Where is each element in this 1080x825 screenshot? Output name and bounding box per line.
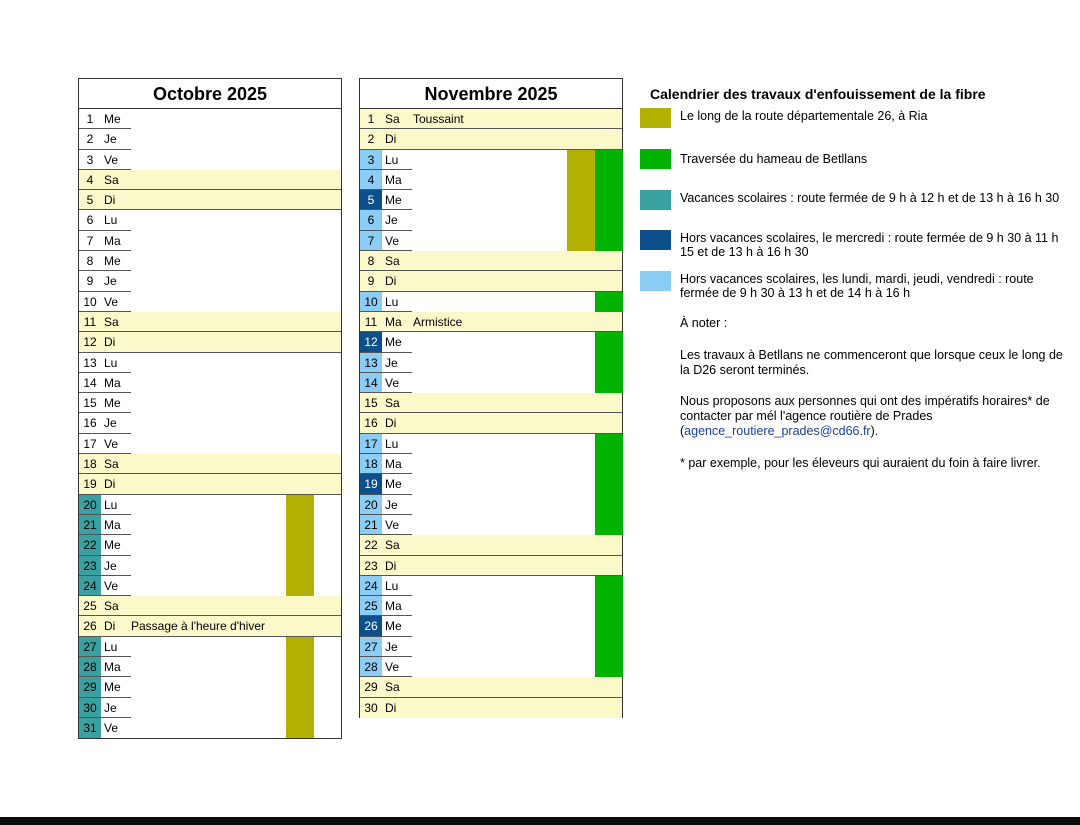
- notes-paragraph-1: Les travaux à Betllans ne commenceront que lorsque ceux le long de la D26 seront terminés.: [680, 348, 1063, 377]
- day-row: [79, 271, 341, 291]
- day-number: 22: [364, 538, 378, 553]
- notes-text: Nous proposons aux personnes qui ont des impératifs horaires* de contacter par mél l'agence routière de Prades (: [680, 394, 1050, 438]
- day-row: [360, 556, 622, 576]
- legend-swatch-green: [640, 149, 671, 169]
- day-number: 12: [83, 335, 97, 350]
- work-period-bar-olive: [286, 495, 314, 597]
- day-number: 8: [367, 254, 375, 269]
- day-number: 10: [83, 294, 97, 309]
- day-name: Me: [104, 680, 121, 695]
- day-number: 3: [360, 150, 382, 170]
- day-name: Je: [385, 497, 398, 512]
- day-name: Ma: [385, 172, 402, 187]
- day-name: Ma: [104, 660, 121, 675]
- day-row: [79, 210, 341, 230]
- legend-text: Hors vacances scolaires, le mercredi : route fermée de 9 h 30 à 11 h 15 et de 13 h à 16 h 30: [680, 231, 1059, 259]
- work-period-bar-green: [595, 332, 623, 393]
- day-number: 14: [360, 373, 382, 393]
- day-name: Je: [104, 274, 117, 289]
- day-number: 28: [360, 657, 382, 677]
- day-number: 31: [79, 718, 101, 738]
- day-number: 15: [364, 396, 378, 411]
- day-number: 11: [364, 314, 378, 329]
- day-row: [79, 129, 341, 149]
- day-row: [79, 454, 341, 474]
- work-period-bar-green: [595, 150, 623, 252]
- day-name: Ve: [385, 517, 400, 532]
- day-number: 4: [86, 172, 94, 187]
- day-name: Je: [104, 416, 117, 431]
- day-number: 14: [83, 375, 97, 390]
- day-name: Di: [104, 619, 116, 634]
- legend-text: Le long de la route départementale 26, à Ria: [680, 109, 928, 123]
- day-row: [360, 474, 622, 494]
- day-name: Me: [104, 396, 121, 411]
- day-row: [79, 150, 341, 170]
- day-number: 23: [364, 558, 378, 573]
- day-row: [79, 251, 341, 271]
- day-name: Sa: [385, 254, 400, 269]
- day-row: [360, 109, 622, 129]
- day-name: Di: [385, 274, 397, 289]
- day-number: 4: [360, 170, 382, 190]
- day-name: Di: [104, 477, 116, 492]
- day-number: 18: [360, 454, 382, 474]
- day-row: [79, 292, 341, 312]
- day-name: Sa: [385, 680, 400, 695]
- day-name: Je: [104, 700, 117, 715]
- legend-swatch-olive: [640, 108, 671, 128]
- day-number: 29: [364, 680, 378, 695]
- day-name: Ma: [104, 517, 121, 532]
- day-name: Ve: [385, 375, 400, 390]
- day-name: Lu: [104, 213, 118, 228]
- day-name: Sa: [385, 396, 400, 411]
- day-name: Sa: [104, 314, 119, 329]
- day-name: Sa: [104, 172, 119, 187]
- day-number: 13: [360, 353, 382, 373]
- day-name: Je: [104, 132, 117, 147]
- day-row: [360, 271, 622, 291]
- day-name: Ma: [104, 375, 121, 390]
- day-number: 21: [360, 515, 382, 535]
- day-number: 7: [360, 231, 382, 251]
- day-name: Ve: [104, 152, 119, 167]
- work-period-bar-olive: [286, 637, 314, 739]
- work-period-bar-green: [595, 434, 623, 536]
- day-note: Passage à l'heure d'hiver: [131, 619, 265, 634]
- day-row: [79, 393, 341, 413]
- day-name: Di: [385, 700, 397, 715]
- day-name: Ma: [104, 233, 121, 248]
- day-row: [79, 413, 341, 433]
- day-number: 12: [360, 332, 382, 352]
- day-number: 19: [83, 477, 97, 492]
- day-name: Sa: [104, 599, 119, 614]
- day-name: Di: [385, 132, 397, 147]
- day-name: Ve: [104, 720, 119, 735]
- day-row: [360, 353, 622, 373]
- calendar-rows: [79, 109, 341, 738]
- day-number: 30: [364, 700, 378, 715]
- day-row: [360, 657, 622, 677]
- day-name: Lu: [104, 355, 118, 370]
- day-name: Lu: [385, 436, 399, 451]
- day-name: Me: [104, 254, 121, 269]
- day-row: [79, 190, 341, 210]
- day-number: 25: [360, 596, 382, 616]
- day-number: 9: [86, 274, 94, 289]
- day-number: 6: [86, 213, 94, 228]
- day-number: 6: [360, 210, 382, 230]
- day-row: [360, 596, 622, 616]
- day-number: 3: [86, 152, 94, 167]
- day-row: [360, 637, 622, 657]
- day-number: 16: [83, 416, 97, 431]
- day-number: 24: [79, 576, 101, 596]
- calendar-rows: [360, 109, 622, 718]
- day-row: [360, 332, 622, 352]
- legend-title: Calendrier des travaux d'enfouissement de la fibre: [650, 86, 986, 102]
- day-row: [79, 109, 341, 129]
- day-name: Je: [385, 355, 398, 370]
- day-name: Lu: [385, 294, 399, 309]
- notes-text: ).: [870, 424, 879, 438]
- day-number: 17: [360, 434, 382, 454]
- day-row: [360, 616, 622, 636]
- day-number: 1: [367, 112, 375, 126]
- notes-paragraph-3: * par exemple, pour les éleveurs qui auraient du foin à faire livrer.: [680, 456, 1041, 470]
- legend-swatch-teal: [640, 190, 671, 210]
- day-name: Me: [385, 619, 402, 634]
- day-name: Sa: [385, 538, 400, 553]
- day-number: 2: [367, 132, 375, 147]
- day-number: 1: [86, 112, 94, 126]
- day-row: [79, 596, 341, 616]
- day-number: 21: [79, 515, 101, 535]
- calendar-november: [359, 78, 623, 718]
- calendar-title: Octobre 2025: [79, 79, 341, 109]
- day-number: 25: [83, 599, 97, 614]
- day-row: [360, 434, 622, 454]
- day-row: [360, 698, 622, 718]
- day-name: Lu: [385, 152, 399, 167]
- day-name: Di: [385, 558, 397, 573]
- day-row: [79, 434, 341, 454]
- day-name: Ma: [385, 599, 402, 614]
- day-name: Ve: [104, 294, 119, 309]
- day-name: Me: [385, 193, 402, 208]
- day-number: 28: [79, 657, 101, 677]
- calendar-october: [78, 78, 342, 739]
- legend-swatch-navy: [640, 230, 671, 250]
- day-row: [360, 292, 622, 312]
- day-row: [360, 251, 622, 271]
- day-row: [360, 129, 622, 149]
- legend-text: Traversée du hameau de Betllans: [680, 152, 868, 166]
- day-note: Toussaint: [413, 112, 464, 126]
- day-number: 19: [360, 474, 382, 494]
- day-row: [79, 373, 341, 393]
- day-name: Lu: [104, 639, 118, 654]
- day-name: Ve: [104, 436, 119, 451]
- day-number: 27: [360, 637, 382, 657]
- day-row: [79, 474, 341, 494]
- day-name: Sa: [385, 112, 400, 126]
- day-name: Di: [385, 416, 397, 431]
- legend-swatch-lightblue: [640, 271, 671, 291]
- day-name: Di: [104, 193, 116, 208]
- legend-text: Vacances scolaires : route fermée de 9 h à 12 h et de 13 h à 16 h 30: [680, 191, 1060, 205]
- day-number: 10: [360, 292, 382, 312]
- day-name: Ve: [385, 660, 400, 675]
- day-number: 13: [83, 355, 97, 370]
- day-row: [360, 393, 622, 413]
- day-number: 18: [83, 457, 97, 472]
- day-name: Je: [104, 558, 117, 573]
- day-row: [360, 454, 622, 474]
- day-row: [360, 373, 622, 393]
- day-row: [360, 312, 622, 332]
- day-number: 30: [79, 698, 101, 718]
- day-name: Me: [104, 538, 121, 553]
- day-number: 17: [83, 436, 97, 451]
- day-number: 20: [79, 495, 101, 515]
- work-period-bar-olive: [567, 150, 595, 252]
- day-name: Ve: [104, 578, 119, 593]
- day-row: [79, 616, 341, 636]
- day-name: Me: [385, 477, 402, 492]
- day-name: Lu: [385, 578, 399, 593]
- day-number: 11: [83, 314, 97, 329]
- day-name: Me: [385, 335, 402, 350]
- day-name: Je: [385, 213, 398, 228]
- day-number: 27: [79, 637, 101, 657]
- day-row: [360, 677, 622, 697]
- day-number: 26: [360, 616, 382, 636]
- day-number: 24: [360, 576, 382, 596]
- work-period-bar-green: [595, 292, 623, 312]
- day-name: Ma: [385, 314, 402, 329]
- day-row: [360, 535, 622, 555]
- calendar-title: Novembre 2025: [360, 79, 622, 109]
- day-number: 5: [86, 193, 94, 208]
- work-period-bar-green: [595, 576, 623, 678]
- day-row: [79, 353, 341, 373]
- day-name: Ve: [385, 233, 400, 248]
- notes-heading: À noter :: [680, 316, 728, 330]
- day-note: Armistice: [413, 314, 463, 329]
- day-number: 26: [83, 619, 97, 634]
- day-number: 9: [367, 274, 375, 289]
- day-number: 16: [364, 416, 378, 431]
- day-number: 7: [86, 233, 94, 248]
- day-number: 5: [360, 190, 382, 210]
- day-row: [360, 495, 622, 515]
- day-row: [360, 576, 622, 596]
- day-name: Me: [104, 112, 121, 126]
- bottom-bar: [0, 817, 1080, 825]
- day-name: Sa: [104, 457, 119, 472]
- legend-text: Hors vacances scolaires, les lundi, mardi, jeudi, vendredi : route fermée de 9 h 30 à 13 h et de 14 h à 16 h: [680, 272, 1034, 300]
- day-row: [79, 231, 341, 251]
- day-name: Di: [104, 335, 116, 350]
- day-number: 20: [360, 495, 382, 515]
- day-number: 29: [79, 677, 101, 697]
- day-number: 15: [83, 396, 97, 411]
- day-row: [360, 515, 622, 535]
- day-row: [79, 170, 341, 190]
- notes-paragraph-2: [680, 394, 1065, 439]
- day-row: [79, 332, 341, 352]
- day-row: [360, 413, 622, 433]
- day-row: [79, 312, 341, 332]
- day-name: Je: [385, 639, 398, 654]
- email-link[interactable]: agence_routiere_prades@cd66.fr: [684, 424, 871, 438]
- day-name: Lu: [104, 497, 118, 512]
- day-name: Ma: [385, 457, 402, 472]
- day-number: 8: [86, 254, 94, 269]
- day-number: 2: [86, 132, 94, 147]
- day-number: 22: [79, 535, 101, 555]
- day-number: 23: [79, 556, 101, 576]
